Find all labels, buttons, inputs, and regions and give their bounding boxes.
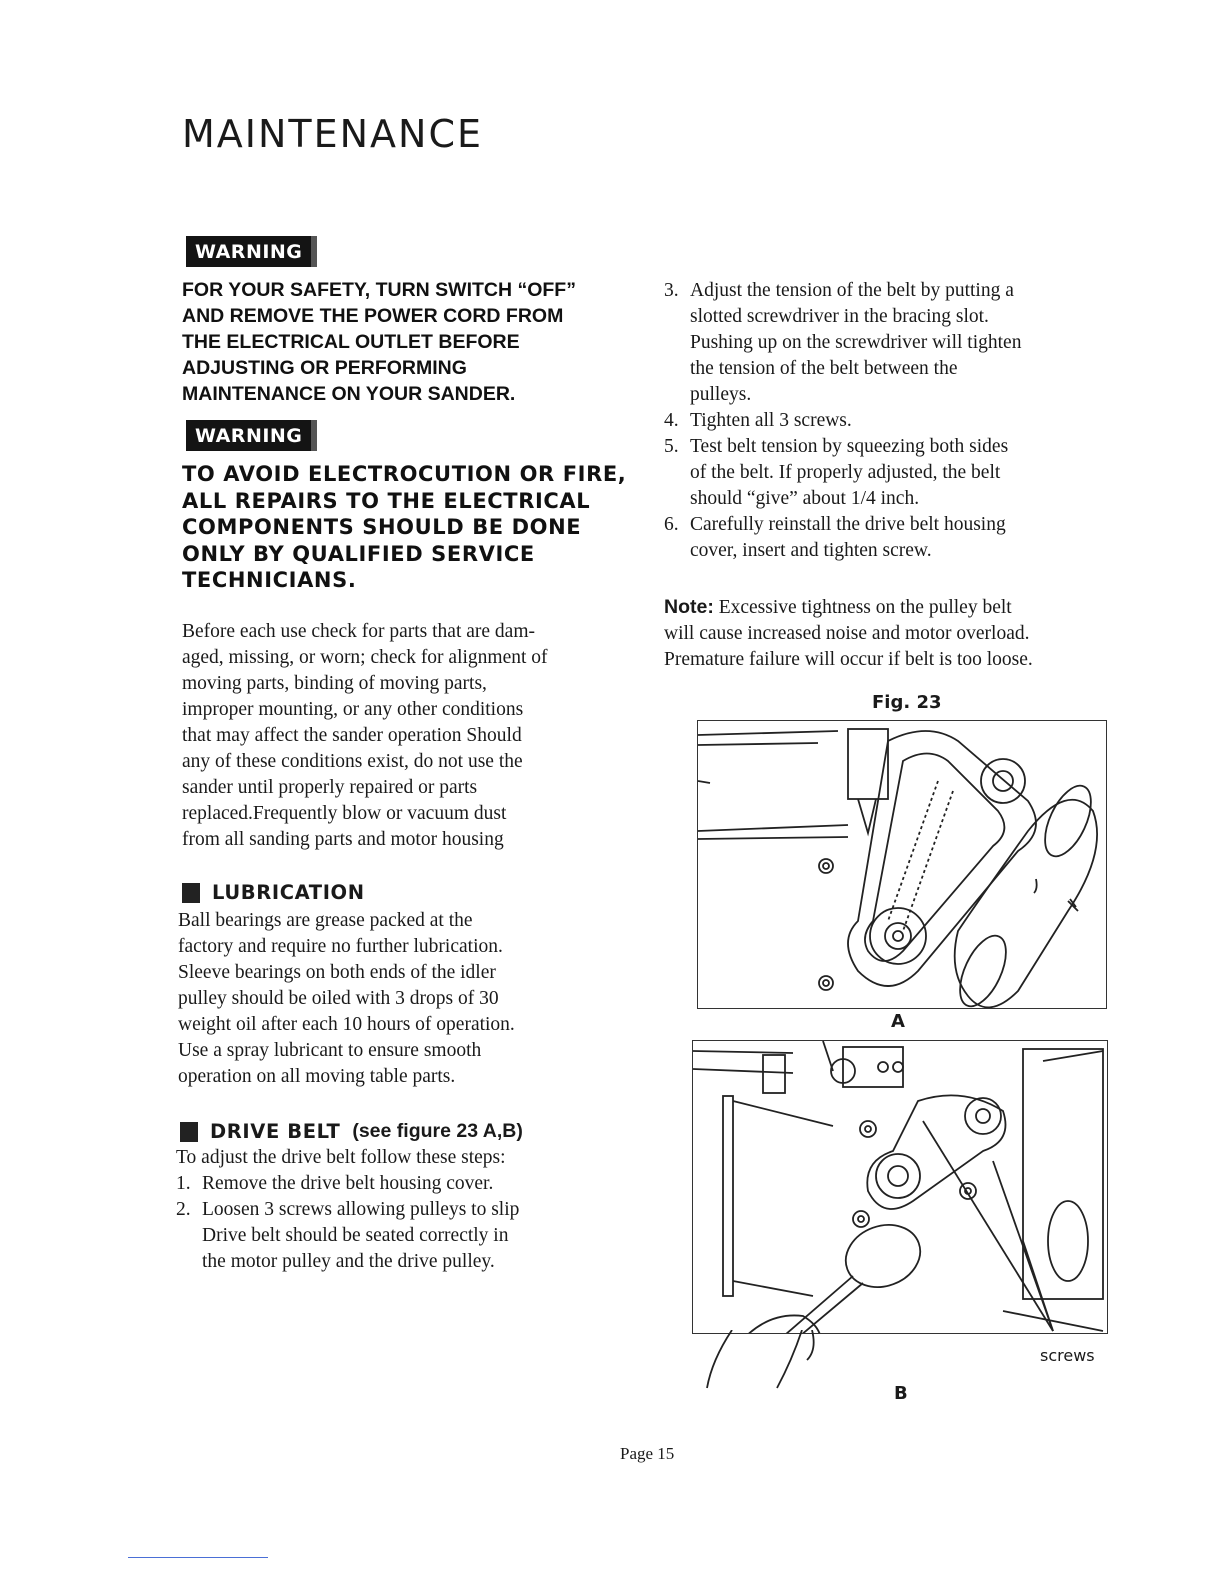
warning-line: ONLY BY QUALIFIED SERVICE <box>182 541 535 566</box>
paragraph-line: operation on all moving table parts. <box>178 1066 456 1087</box>
step-line: should “give” about 1/4 inch. <box>690 488 920 509</box>
paragraph-line: Before each use check for parts that are dam- <box>182 621 535 642</box>
step-line: Test belt tension by squeezing both sides <box>690 436 1009 457</box>
figure-b-image <box>692 1040 1108 1334</box>
figure-b-drawing <box>693 1041 1107 1333</box>
figure-b-hand-overflow <box>692 1330 852 1390</box>
warning-badge: WARNING <box>186 420 317 451</box>
paragraph-line: Ball bearings are grease packed at the <box>178 910 473 931</box>
paragraph-line: factory and require no further lubrication. <box>178 936 503 957</box>
step-item <box>664 278 1124 408</box>
note-paragraph <box>664 594 1134 673</box>
step-number: 2. <box>176 1199 191 1220</box>
paragraph-line: pulley should be oiled with 3 drops of 30 <box>178 988 499 1009</box>
inspection-paragraph <box>182 619 652 853</box>
figure-a-drawing <box>698 721 1106 1008</box>
drive-belt-heading <box>180 1120 523 1143</box>
step-line: Pushing up on the screwdriver will tighten <box>690 332 1022 353</box>
paragraph-line: replaced.Frequently blow or vacuum dust <box>182 803 507 824</box>
paragraph-line: sander until properly repaired or parts <box>182 777 478 798</box>
note-label: Note: <box>664 596 714 618</box>
drive-belt-intro: To adjust the drive belt follow these steps: <box>176 1147 506 1168</box>
step-number: 1. <box>176 1173 191 1194</box>
warning-line: AND REMOVE THE POWER CORD FROM <box>182 305 564 327</box>
step-number: 6. <box>664 514 679 535</box>
step-line: of the belt. If properly adjusted, the belt <box>690 462 1001 483</box>
warning-line: ALL REPAIRS TO THE ELECTRICAL <box>182 488 591 513</box>
paragraph-line: Use a spray lubricant to ensure smooth <box>178 1040 482 1061</box>
step-number: 5. <box>664 436 679 457</box>
drive-belt-steps-left <box>176 1145 656 1275</box>
lubrication-heading-text: LUBRICATION <box>212 881 365 904</box>
paragraph-line: weight oil after each 10 hours of operation. <box>178 1014 515 1035</box>
step-line: Drive belt should be seated correctly in <box>202 1225 509 1246</box>
warning-text-electrocution <box>182 461 652 594</box>
warning-line: COMPONENTS SHOULD BE DONE <box>182 515 582 539</box>
step-line: Remove the drive belt housing cover. <box>202 1173 494 1194</box>
warning-line: TECHNICIANS. <box>182 568 357 592</box>
step-line: Tighten all 3 screws. <box>690 410 852 431</box>
figure-b-label: B <box>894 1383 908 1404</box>
step-line: cover, insert and tighten screw. <box>690 540 932 561</box>
warning-line: FOR YOUR SAFETY, TURN SWITCH “OFF” <box>182 279 576 301</box>
paragraph-line: from all sanding parts and motor housing <box>182 829 504 850</box>
paragraph-line: Premature failure will occur if belt is too loose. <box>664 649 1033 670</box>
note-first-line <box>664 594 1134 621</box>
lubrication-paragraph <box>178 908 648 1090</box>
drive-belt-figure-ref: (see figure 23 A,B) <box>352 1120 523 1142</box>
paragraph-line: Excessive tightness on the pulley belt <box>718 597 1012 618</box>
warning-line: MAINTENANCE ON YOUR SANDER. <box>182 383 516 405</box>
warning-line: ADJUSTING OR PERFORMING <box>182 357 467 379</box>
paragraph-line: Sleeve bearings on both ends of the idler <box>178 962 496 983</box>
figure-a-label: A <box>891 1011 905 1032</box>
warning-line: TO AVOID ELECTROCUTION OR FIRE, <box>182 462 627 486</box>
step-number: 3. <box>664 280 679 301</box>
warning-line: THE ELECTRICAL OUTLET BEFORE <box>182 331 520 353</box>
paragraph-line: aged, missing, or worn; check for alignment of <box>182 647 548 668</box>
step-item <box>176 1171 656 1197</box>
warning-badge: WARNING <box>186 236 317 267</box>
lubrication-heading <box>182 881 365 904</box>
drive-belt-heading-text: DRIVE BELT <box>210 1120 341 1143</box>
footer-rule <box>128 1557 268 1558</box>
step-line: the tension of the belt between the <box>690 358 958 379</box>
figure-title: Fig. 23 <box>872 692 942 713</box>
paragraph-line: moving parts, binding of moving parts, <box>182 673 487 694</box>
step-number: 4. <box>664 410 679 431</box>
step-item <box>176 1197 656 1275</box>
paragraph-line: improper mounting, or any other conditions <box>182 699 524 720</box>
drive-belt-steps-right <box>664 278 1124 564</box>
step-line: Loosen 3 screws allowing pulleys to slip <box>202 1199 520 1220</box>
step-line: Adjust the tension of the belt by putting a <box>690 280 1014 301</box>
step-item <box>664 408 1124 434</box>
figure-a-image <box>697 720 1107 1009</box>
figure-callout-screws: screws <box>1040 1346 1095 1365</box>
step-line: Carefully reinstall the drive belt housing <box>690 514 1006 535</box>
page-number: Page 15 <box>620 1444 675 1463</box>
paragraph-line: any of these conditions exist, do not use the <box>182 751 523 772</box>
section-marker-icon <box>182 883 200 903</box>
step-line: pulleys. <box>690 384 752 405</box>
paragraph-line: that may affect the sander operation Should <box>182 725 522 746</box>
section-marker-icon <box>180 1122 198 1142</box>
warning-text-safety <box>182 277 652 407</box>
step-item <box>664 434 1124 512</box>
step-item <box>664 512 1124 564</box>
page-title: MAINTENANCE <box>182 112 484 156</box>
step-line: slotted screwdriver in the bracing slot. <box>690 306 989 327</box>
step-line: the motor pulley and the drive pulley. <box>202 1251 495 1272</box>
paragraph-line: will cause increased noise and motor overload. <box>664 623 1030 644</box>
